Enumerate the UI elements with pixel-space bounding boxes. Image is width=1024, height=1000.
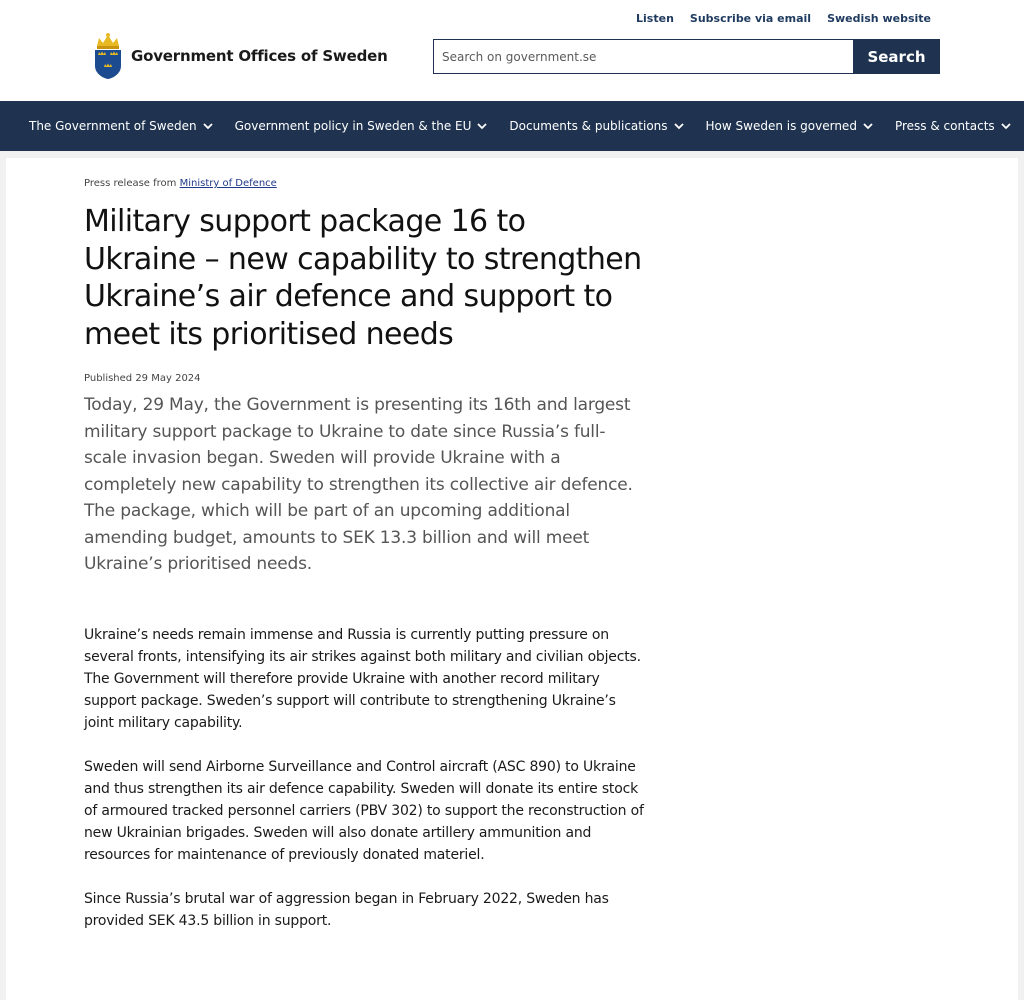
body-paragraph: Since Russia’s brutal war of aggression began in February 2022, Sweden has provided SEK 43.5 billion in support.: [84, 890, 609, 929]
search-form: [433, 39, 940, 74]
subscribe-email-link[interactable]: Subscribe via email: [689, 12, 812, 25]
kicker-prefix: Press release from: [84, 178, 177, 189]
site-header: [0, 0, 1024, 101]
chevron-down-icon: [863, 123, 873, 130]
page-title: Military support package 16 to Ukraine – new capability to strengthen Ukraine’s air defence and support to meet its prioritised needs: [84, 204, 642, 352]
listen-link[interactable]: Listen: [636, 12, 674, 25]
swedish-website-link[interactable]: Swedish website: [827, 12, 931, 25]
chevron-down-icon: [674, 123, 684, 130]
nav-item-label: Press & contacts: [894, 119, 995, 133]
top-links: [636, 12, 931, 25]
published-date: Published 29 May 2024: [84, 373, 201, 384]
lead-paragraph: Today, 29 May, the Government is presenting its 16th and largest military support package to Ukraine to date since Russia’s full-scale invasion began. Sweden will provide Ukraine with a completely new capability to strengthen its collective air defence. The package, which will be part of an upcoming additional amending budget, amounts to SEK 13.3 billion and will meet Ukraine’s prioritised needs.: [84, 395, 633, 574]
press-release-kicker: [84, 178, 644, 189]
body-paragraph: Sweden will send Airborne Surveillance and Control aircraft (ASC 890) to Ukraine and thus strengthen its air defence capability. Sweden will donate its entire stock of armoured tracked personnel carriers (PBV 302) to support the reconstruction of new Ukrainian brigades. Sweden will also donate artillery ammunition and resources for maintenance of previously donated materiel.: [84, 758, 644, 863]
body-paragraph: Ukraine’s needs remain immense and Russia is currently putting pressure on several fronts, intensifying its air strikes against both military and civilian objects. The Government will therefore provide Ukraine with another record military support package. Sweden’s support will contribute to strengthening Ukraine’s joint military capability.: [84, 626, 641, 731]
nav-item-label: The Government of Sweden: [29, 119, 197, 133]
chevron-down-icon: [477, 123, 487, 130]
nav-item-label: How Sweden is governed: [705, 119, 857, 133]
press-release-article: [84, 178, 644, 932]
search-button[interactable]: Search: [853, 39, 940, 74]
nav-item-how-governed[interactable]: [695, 101, 884, 151]
main-nav: [0, 101, 1024, 151]
site-logo[interactable]: [93, 32, 388, 80]
ministry-link[interactable]: Ministry of Defence: [179, 178, 277, 189]
nav-item-label: Government policy in Sweden & the EU: [234, 119, 472, 133]
sweden-crest-icon: [93, 32, 123, 80]
nav-item-government[interactable]: [18, 101, 224, 151]
nav-item-press[interactable]: [884, 101, 1022, 151]
nav-item-label: Documents & publications: [509, 119, 668, 133]
nav-item-documents[interactable]: [498, 101, 694, 151]
search-input[interactable]: [433, 39, 853, 74]
nav-item-policy[interactable]: [224, 101, 499, 151]
logo-text: Government Offices of Sweden: [131, 47, 388, 65]
chevron-down-icon: [203, 123, 213, 130]
article-body: [84, 624, 644, 932]
chevron-down-icon: [1001, 123, 1011, 130]
